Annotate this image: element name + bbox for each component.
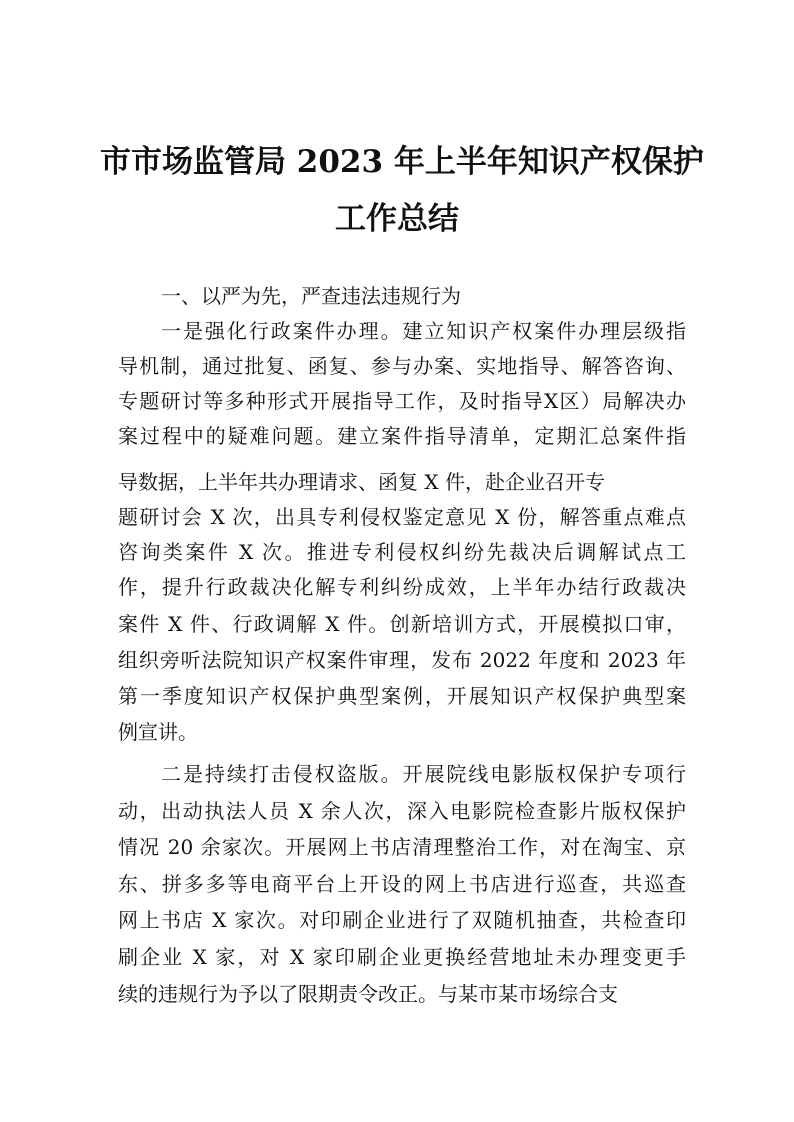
paragraph-1-line: 案件 X 件、行政调解 X 件。创新培训方式，开展模拟口审， [118, 612, 686, 636]
paragraph-2-line: 情况 20 余家次。开展网上书店清理整治工作，对在淘宝、京 [118, 835, 686, 859]
paragraph-2-line: 刷企业 X 家，对 X 家印刷企业更换经营地址未办理变更手 [118, 945, 686, 969]
paragraph-1-line: 咨询类案件 X 次。推进专利侵权纠纷先裁决后调解试点工 [118, 540, 686, 564]
paragraph-1-line: 导数据，上半年共办理请求、函复 X 件，赴企业召开专 [118, 470, 605, 494]
document-title-line-1: 市市场监管局 2023 年上半年知识产权保护 [100, 144, 704, 180]
paragraph-1-line: 第一季度知识产权保护典型案例，开展知识产权保护典型案 [118, 684, 686, 708]
paragraph-2-line: 动，出动执法人员 X 余人次，深入电影院检查影片版权保护 [118, 799, 686, 823]
paragraph-1-line: 一是强化行政案件办理。建立知识产权案件办理层级指 [161, 319, 686, 343]
paragraph-1-line: 例宣讲。 [118, 720, 198, 744]
paragraph-2-line: 续的违规行为予以了限期责令改正。与某市某市场综合支 [118, 982, 618, 1006]
paragraph-1-line: 导机制，通过批复、函复、参与办案、实地指导、解答咨询、 [118, 354, 686, 378]
paragraph-1-line: 组织旁听法院知识产权案件审理，发布 2022 年度和 2023 年 [118, 648, 686, 672]
document-title-line-2: 工作总结 [335, 201, 459, 237]
paragraph-1-line: 案过程中的疑难问题。建立案件指导清单，定期汇总案件指 [118, 424, 686, 448]
paragraph-2-line: 二是持续打击侵权盗版。开展院线电影版权保护专项行 [161, 762, 686, 786]
paragraph-1-line: 专题研讨等多种形式开展指导工作，及时指导X区）局解决办 [118, 389, 686, 413]
section-heading: 一、以严为先，严查违法违规行为 [161, 284, 461, 308]
paragraph-2-line: 东、拼多多等电商平台上开设的网上书店进行巡查，共巡查 [118, 872, 686, 896]
paragraph-1-line: 题研讨会 X 次，出具专利侵权鉴定意见 X 份，解答重点难点 [118, 505, 686, 529]
paragraph-2-line: 网上书店 X 家次。对印刷企业进行了双随机抽查，共检查印 [118, 908, 686, 932]
paragraph-1-line: 作，提升行政裁决化解专利纠纷成效，上半年办结行政裁决 [118, 575, 686, 599]
